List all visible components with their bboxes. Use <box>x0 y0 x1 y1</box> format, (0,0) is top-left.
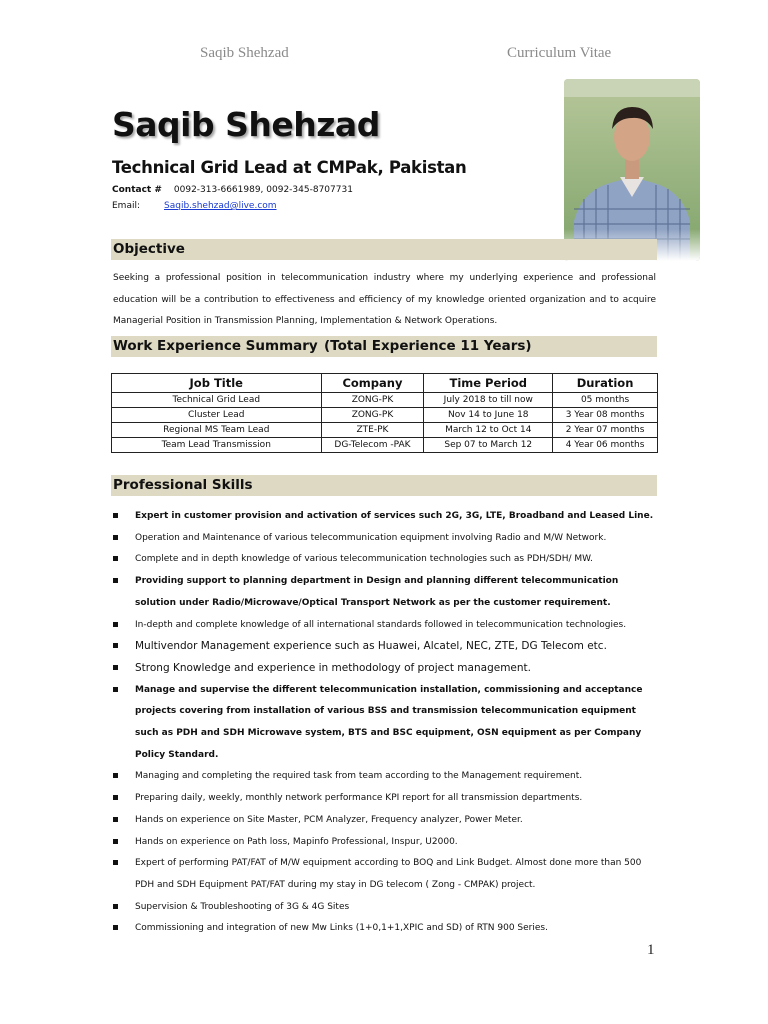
skill-text: Strong Knowledge and experience in methodology of project management. <box>135 661 531 674</box>
table-header-row <box>112 374 658 393</box>
skill-text: Expert of performing PAT/FAT of M/W equipment according to BOQ and Link Budget. Almost done more than 500 PDH and SDH Equipment PAT/FAT during my stay in DG telecom ( Zong - CMPAK) project. <box>135 858 642 890</box>
email-link[interactable]: Saqib.shehzad@live.com <box>164 201 277 211</box>
email-line <box>112 201 277 211</box>
contact-label: Contact # <box>112 185 162 195</box>
square-bullet-icon <box>113 687 118 692</box>
square-bullet-icon <box>113 578 118 583</box>
table-row <box>112 393 658 408</box>
cell-duration: 3 Year 08 months <box>553 408 658 423</box>
contact-phone: 0092-313-6661989, 0092-345-8707731 <box>173 185 353 195</box>
list-item <box>112 897 658 919</box>
square-bullet-icon <box>113 643 118 648</box>
square-bullet-icon <box>113 556 118 561</box>
running-header-name: Saqib Shehzad <box>200 45 289 61</box>
skills-list <box>112 506 658 940</box>
square-bullet-icon <box>113 773 118 778</box>
list-item <box>112 506 658 528</box>
cell-company: ZONG-PK <box>321 408 424 423</box>
square-bullet-icon <box>113 622 118 627</box>
work-total-experience: (Total Experience 11 Years) <box>324 338 532 354</box>
skill-text: Providing support to planning department in Design and planning different telecommunication solution under Radio/Microwave/Optical Transport Network as per the customer requirement. <box>135 576 619 608</box>
cell-duration: 2 Year 07 months <box>553 423 658 438</box>
running-header-doc-type: Curriculum Vitae <box>507 45 612 61</box>
skill-text: Hands on experience on Site Master, PCM Analyzer, Frequency analyzer, Power Meter. <box>135 814 523 825</box>
cell-time-period: Sep 07 to March 12 <box>424 438 553 453</box>
candidate-title: Technical Grid Lead at CMPak, Pakistan <box>112 158 467 177</box>
page-number: 1 <box>647 942 655 958</box>
list-item <box>112 636 658 658</box>
list-item <box>112 832 658 854</box>
candidate-name: Saqib Shehzad <box>112 105 380 144</box>
skill-text: Complete and in depth knowledge of various telecommunication technologies such as PDH/SDH/ MW. <box>135 554 593 565</box>
list-item <box>112 918 658 940</box>
list-item <box>112 549 658 571</box>
contact-line <box>112 185 353 195</box>
skill-text: Commissioning and integration of new Mw Links (1+0,1+1,XPIC and SD) of RTN 900 Series. <box>135 923 548 934</box>
skill-text: Expert in customer provision and activation of services such 2G, 3G, LTE, Broadband and Leased Line. <box>135 511 654 521</box>
skills-heading-band <box>111 475 657 496</box>
square-bullet-icon <box>113 839 118 844</box>
cell-time-period: July 2018 to till now <box>424 393 553 408</box>
list-item <box>112 810 658 832</box>
col-job-title: Job Title <box>112 374 322 393</box>
square-bullet-icon <box>113 513 118 518</box>
list-item <box>112 658 658 680</box>
work-heading: Work Experience Summary <box>113 338 318 354</box>
skill-text: Multivendor Management experience such as Huawei, Alcatel, NEC, ZTE, DG Telecom etc. <box>135 640 607 653</box>
objective-heading-band <box>111 239 657 260</box>
skill-text: Supervision & Troubleshooting of 3G & 4G Sites <box>135 901 350 912</box>
cell-duration: 4 Year 06 months <box>553 438 658 453</box>
cell-company: ZONG-PK <box>321 393 424 408</box>
cell-company: DG-Telecom -PAK <box>321 438 424 453</box>
skill-text: Managing and completing the required task from team according to the Management requirement. <box>135 771 583 782</box>
list-item <box>112 853 658 896</box>
list-item <box>112 615 658 637</box>
list-item <box>112 766 658 788</box>
table-row <box>112 408 658 423</box>
list-item <box>112 571 658 614</box>
skills-heading: Professional Skills <box>113 477 253 493</box>
square-bullet-icon <box>113 925 118 930</box>
email-label: Email: <box>112 201 141 211</box>
cell-job-title: Team Lead Transmission <box>112 438 322 453</box>
work-heading-band <box>111 336 657 357</box>
table-row <box>112 438 658 453</box>
work-experience-table <box>111 373 658 453</box>
skill-text: Preparing daily, weekly, monthly network performance KPI report for all transmission departments. <box>135 793 583 804</box>
square-bullet-icon <box>113 665 118 670</box>
skill-text: Hands on experience on Path loss, Mapinfo Professional, Inspur, U2000. <box>135 836 458 847</box>
square-bullet-icon <box>113 795 118 800</box>
cell-duration: 05 months <box>553 393 658 408</box>
table-row <box>112 423 658 438</box>
profile-photo <box>564 79 700 261</box>
col-duration: Duration <box>553 374 658 393</box>
skill-text: Manage and supervise the different telecommunication installation, commissioning and acceptance projects covering from installation of various BSS and transmission telecommunication equipment such as PDH and SDH Microwave system, BTS and BSC equipment, OSN equipment as per Company Policy Standard. <box>135 684 643 760</box>
list-item <box>112 680 658 767</box>
skill-text: Operation and Maintenance of various telecommunication equipment involving Radio and M/W Network. <box>135 532 607 543</box>
square-bullet-icon <box>113 535 118 540</box>
cell-company: ZTE-PK <box>321 423 424 438</box>
list-item <box>112 528 658 550</box>
cell-time-period: Nov 14 to June 18 <box>424 408 553 423</box>
square-bullet-icon <box>113 904 118 909</box>
cell-job-title: Cluster Lead <box>112 408 322 423</box>
list-item <box>112 788 658 810</box>
cell-job-title: Regional MS Team Lead <box>112 423 322 438</box>
square-bullet-icon <box>113 860 118 865</box>
skill-text: In-depth and complete knowledge of all international standards followed in telecommunication technologies. <box>135 619 627 630</box>
cell-time-period: March 12 to Oct 14 <box>424 423 553 438</box>
square-bullet-icon <box>113 817 118 822</box>
cell-job-title: Technical Grid Lead <box>112 393 322 408</box>
objective-heading: Objective <box>113 241 185 257</box>
col-company: Company <box>321 374 424 393</box>
objective-text: Seeking a professional position in telecommunication industry where my underlying experience and professional education will be a contribution to effectiveness and efficiency of my knowledge oriented organization and to acquire Managerial Position in Transmission Planning, Implementation & Network Operations. <box>113 273 656 326</box>
col-time-period: Time Period <box>424 374 553 393</box>
